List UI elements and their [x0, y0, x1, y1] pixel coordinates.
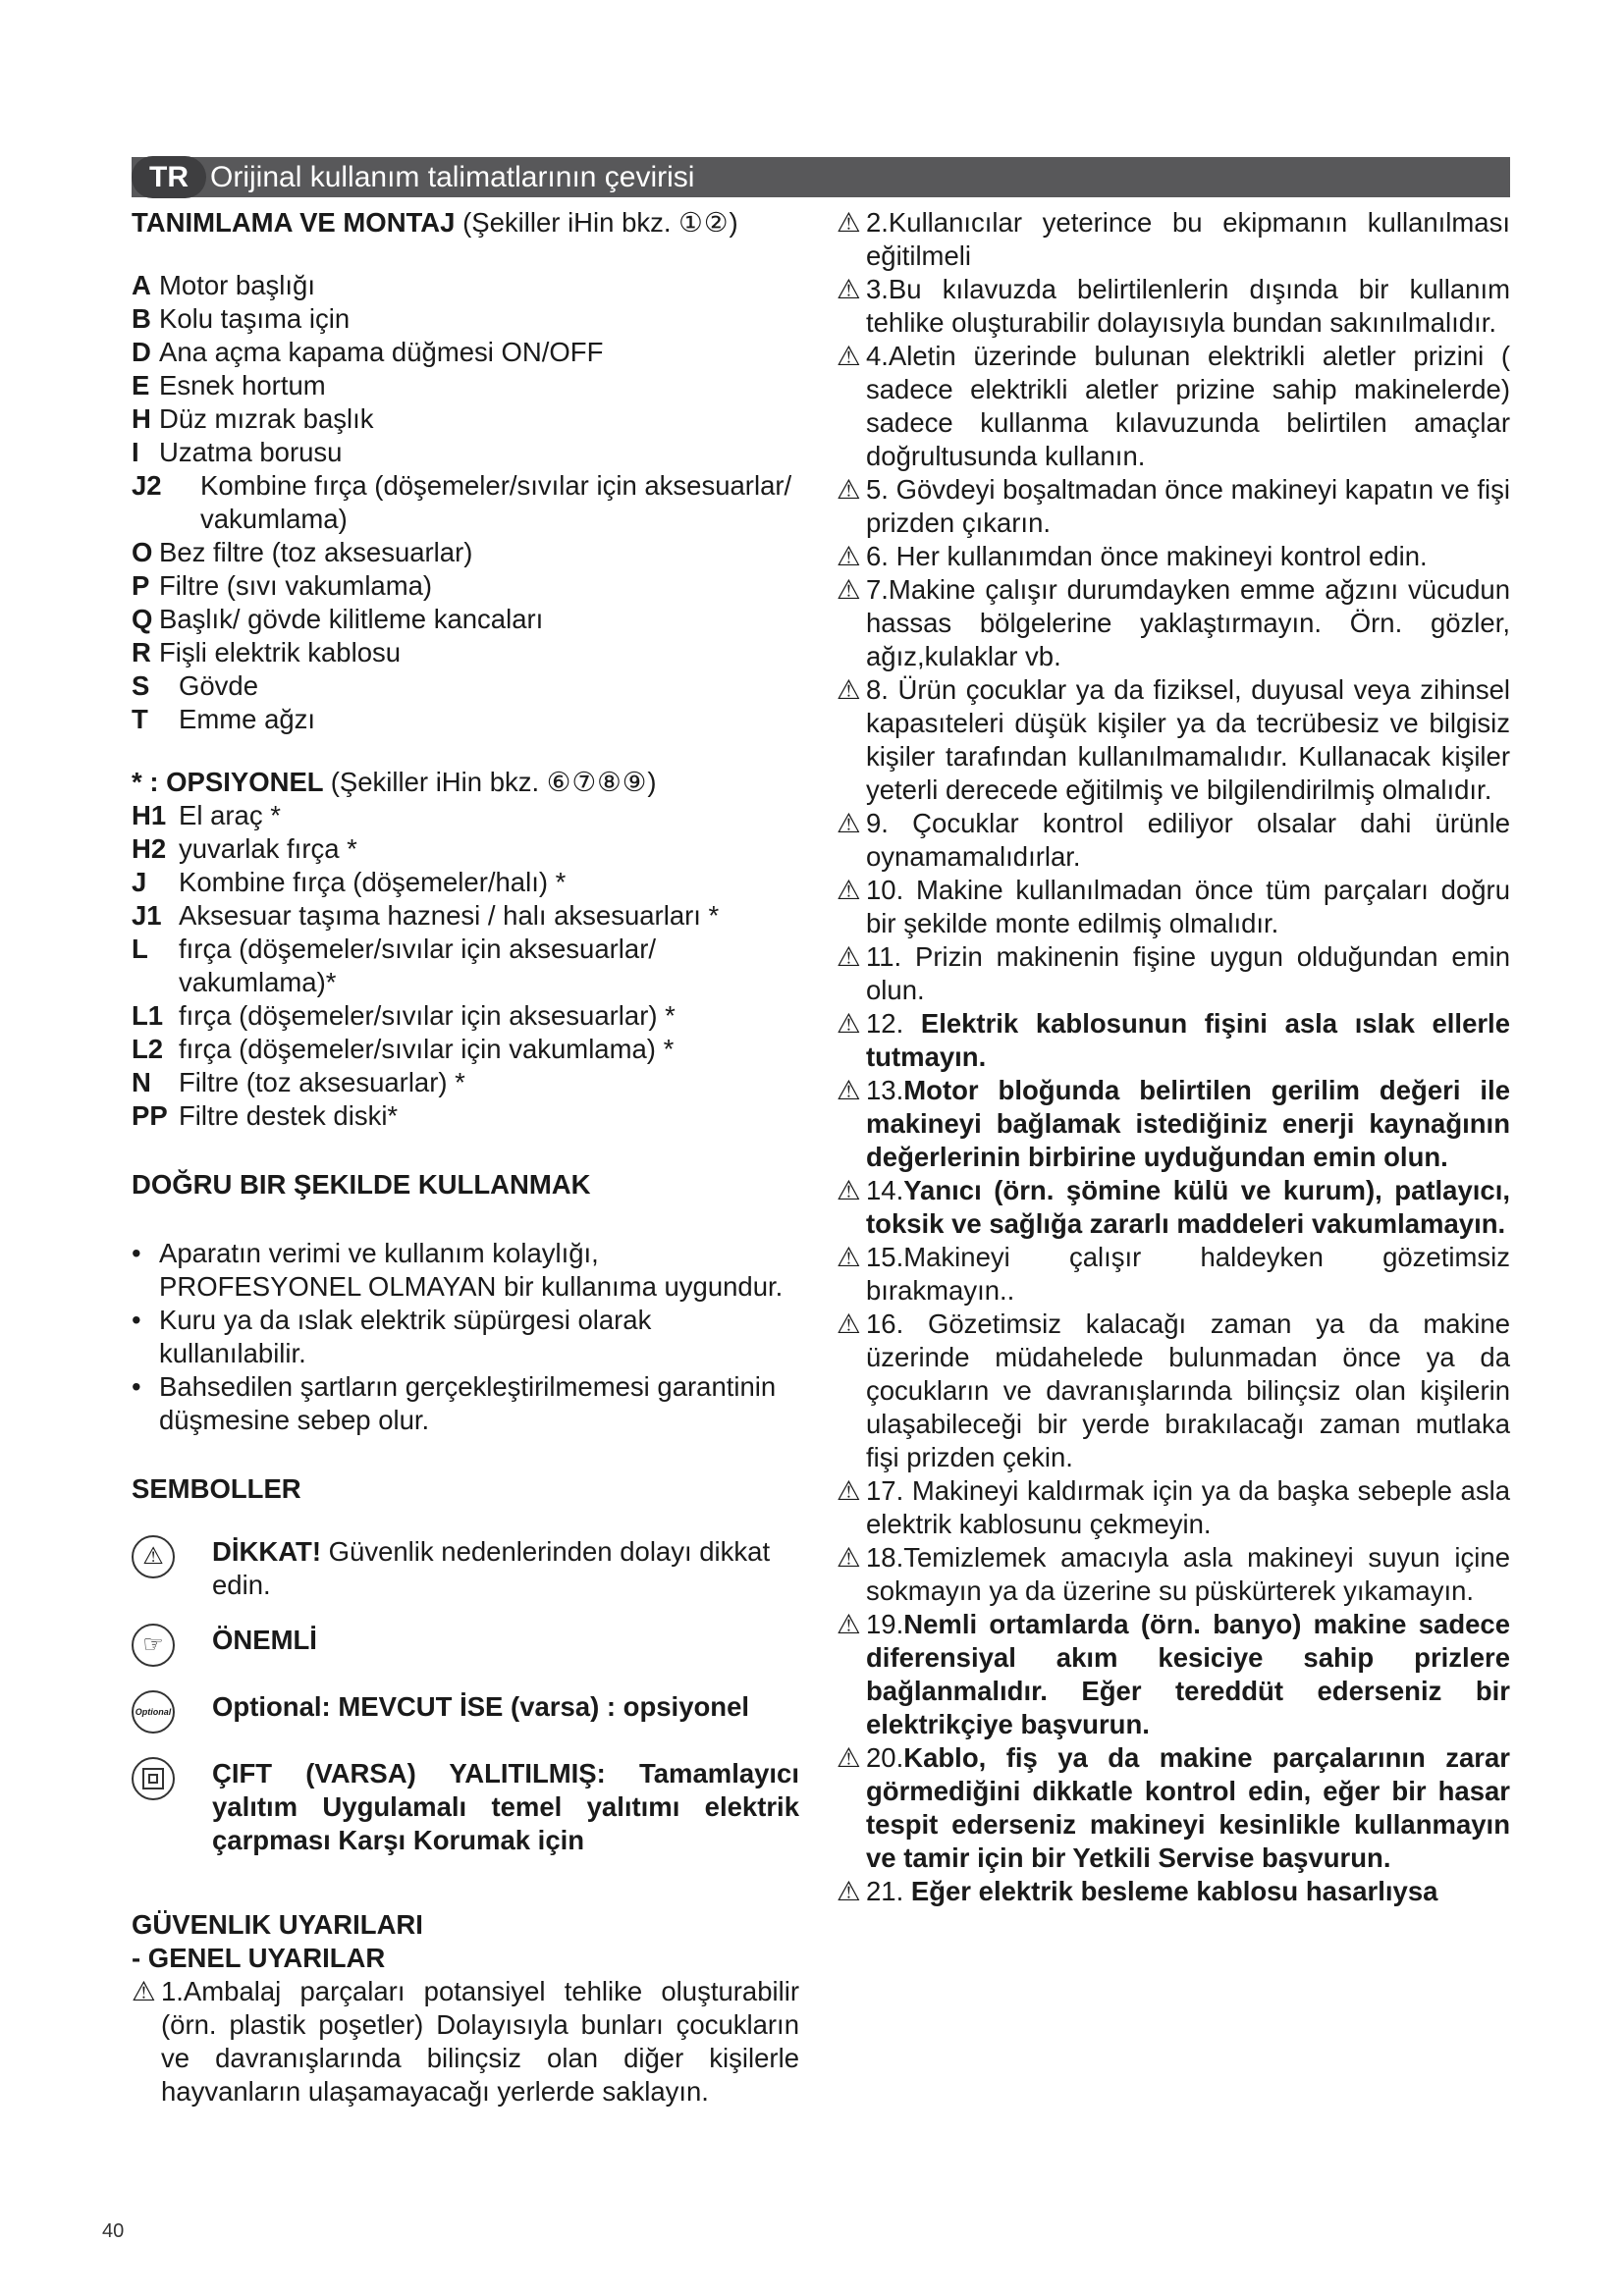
pointing-hand-icon: ☞: [132, 1624, 175, 1667]
identification-list: [132, 269, 799, 736]
warning-item: ⚠ 17. Makineyi kaldırmak için ya da başka sebeple asla elektrik kablosunu çekmeyin.: [837, 1475, 1510, 1539]
list-item: PP Filtre destek diski*: [132, 1100, 399, 1131]
symbol-row: ⚠ DİKKAT! Güvenlik nedenlerinden dolayı dikkat edin.: [132, 1535, 799, 1602]
list-item: • Kuru ya da ıslak elektrik süpürgesi olarak kullanılabilir.: [132, 1305, 652, 1368]
warning-item: ⚠ 14.Yanıcı (örn. şömine külü ve kurum), patlayıcı, toksik ve sağlığa zararlı maddeleri vakumlamayın.: [837, 1175, 1510, 1239]
warning-item: ⚠ 8. Ürün çocuklar ya da fiziksel, duyusal veya zihinsel kapasıteleri düşük kişiler ya da tecrübesiz ve bilgisiz kişiler tarafından kullanılmamalıdır. Kullanacak kişiler yeterli derecede eğitilmiş ve bilgilendirilmiş olmalıdır.: [837, 674, 1510, 805]
warning-icon: ⚠: [837, 941, 861, 972]
warning-item: ⚠ 9. Çocuklar kontrol ediliyor olsalar dahi ürünle oynamamalıdırlar.: [837, 808, 1510, 872]
warning-icon: ⚠: [837, 341, 861, 371]
double-insulation-icon: [132, 1757, 175, 1800]
warning-icon: ⚠: [837, 1742, 861, 1773]
warning-triangle-icon: ⚠: [132, 1535, 175, 1578]
optional-badge-icon: Optional: [132, 1690, 175, 1734]
warning-item: ⚠ 15.Makineyi çalışır haldeyken gözetimsiz bırakmayın..: [837, 1242, 1510, 1306]
list-item: • Bahsedilen şartların gerçekleştirilmemesi garantinin düşmesine sebep olur.: [132, 1371, 777, 1435]
list-item: I Uzatma borusu: [132, 437, 343, 467]
warning-icon: ⚠: [837, 1876, 861, 1906]
warning-item: ⚠ 1.Ambalaj parçaları potansiyel tehlike oluşturabilir (örn. plastik poşetler) Dolayısıyla bunları çocukların ve davranışlarında bilinçsiz olan diğer kişilerle hayvanların ulaşamayacağı yerlerde saklayın.: [132, 1976, 799, 2107]
optional-list: [132, 799, 799, 1133]
left-column: [132, 206, 799, 2109]
warning-item: ⚠ 2.Kullanıcılar yeterince bu ekipmanın kullanılması eğitilmeli: [837, 207, 1510, 271]
list-item: H Düz mızrak başlık: [132, 403, 374, 434]
right-column: [837, 206, 1510, 1908]
warning-item: ⚠ 10. Makine kullanılmadan önce tüm parçaları doğru bir şekilde monte edilmiş olmalıdır.: [837, 875, 1510, 938]
list-item: S Gövde: [132, 670, 259, 701]
warning-item: ⚠ 13.Motor bloğunda belirtilen gerilim değeri ile makineyi bağlamak istediğiniz enerji kaynağının değerlerinin birbirine uyduğundan emin olun.: [837, 1075, 1510, 1172]
list-item: N Filtre (toz aksesuarlar) *: [132, 1067, 465, 1097]
warning-icon: ⚠: [837, 875, 861, 905]
warning-icon: ⚠: [837, 574, 861, 605]
symbol-row: ☞ ÖNEMLİ: [132, 1624, 799, 1669]
identification-heading: TANIMLAMA VE MONTAJ (Şekiller iHin bkz. ①②): [132, 207, 739, 238]
warning-item: ⚠ 18.Temizlemek amacıyla asla makineyi suyun içine sokmayın ya da üzerine su püskürterek yıkamayın.: [837, 1542, 1510, 1606]
list-item: L2 fırça (döşemeler/sıvılar için vakumlama) *: [132, 1034, 675, 1064]
list-item: H2 yuvarlak fırça *: [132, 833, 357, 864]
language-badge: TR: [132, 156, 206, 198]
warning-icon: ⚠: [837, 1609, 861, 1639]
header-title: Orijinal kullanım talimatlarının çevirisi: [210, 161, 695, 193]
warning-icon: ⚠: [837, 1308, 861, 1339]
page-number: 40: [102, 2220, 125, 2242]
warning-item: ⚠ 6. Her kullanımdan önce makineyi kontrol edin.: [837, 541, 1428, 571]
symbols-heading: SEMBOLLER: [132, 1473, 301, 1504]
safety-heading: GÜVENLIK UYARILARI: [132, 1909, 423, 1940]
list-item: B Kolu taşıma için: [132, 303, 351, 334]
warning-icon: ⚠: [837, 1075, 861, 1105]
list-item: Q Başlık/ gövde kilitleme kancaları: [132, 604, 544, 634]
list-item: T Emme ağzı: [132, 704, 316, 734]
list-item: D Ana açma kapama düğmesi ON/OFF: [132, 337, 604, 367]
warning-item: ⚠ 11. Prizin makinenin fişine uygun olduğundan emin olun.: [837, 941, 1510, 1005]
list-item: L fırça (döşemeler/sıvılar için aksesuarlar/ vakumlama)*: [132, 934, 656, 997]
list-item: R Fişli elektrik kablosu: [132, 637, 402, 667]
list-item: J2 Kombine fırça (döşemeler/sıvılar için aksesuarlar/ vakumlama): [132, 470, 792, 534]
warning-icon: ⚠: [837, 1542, 861, 1573]
warning-icon: ⚠: [837, 808, 861, 838]
list-item: J Kombine fırça (döşemeler/halı) *: [132, 867, 567, 897]
symbol-row: Optional Optional: MEVCUT İSE (varsa) : opsiyonel: [132, 1690, 799, 1735]
list-item: P Filtre (sıvı vakumlama): [132, 570, 433, 601]
warning-item: ⚠ 3.Bu kılavuzda belirtilenlerin dışında bir kullanım tehlike oluşturabilir dolayısıyla bundan sakınılmalıdır.: [837, 274, 1510, 338]
warning-item: ⚠ 21. Eğer elektrik besleme kablosu hasarlıysa: [837, 1876, 1438, 1906]
warning-item: ⚠ 5. Gövdeyi boşaltmadan önce makineyi kapatın ve fişi prizden çıkarın.: [837, 474, 1510, 538]
warning-item: ⚠ 20.Kablo, fiş ya da makine parçalarının zarar görmediğini dikkatle kontrol edin, eğer bir hasar tespit ederseniz makineyi kesinlikle kullanmayın ve tamir için bir Yetkili Servise başvurun.: [837, 1742, 1510, 1873]
warning-icon: ⚠: [132, 1976, 156, 2006]
warning-item: ⚠ 12. Elektrik kablosunun fişini asla ıslak ellerle tutmayın.: [837, 1008, 1510, 1072]
warning-item: ⚠ 4.Aletin üzerinde bulunan elektrikli aletler prizini ( sadece elektrikli aletler prizine sahip makinelerde) sadece kullanma kılavuzunda belirtilen amaçlar doğrultusunda kullanın.: [837, 341, 1510, 471]
warning-icon: ⚠: [837, 474, 861, 505]
symbol-row: ÇIFT (VARSA) YALITILMIŞ: Tamamlayıcı yalıtım Uygulamalı temel yalıtımı elektrik çarpması Karşı Korumak için: [132, 1757, 799, 1857]
warning-icon: ⚠: [837, 1175, 861, 1205]
list-item: H1 El araç *: [132, 800, 281, 830]
warning-item: ⚠ 7.Makine çalışır durumdayken emme ağzını vücudun hassas bölgelerine yaklaştırmayın. Örn. gözler, ağız,kulaklar vb.: [837, 574, 1510, 671]
warning-item: ⚠ 16. Gözetimsiz kalacağı zaman ya da makine üzerinde müdahelede bulunmadan önce ya da çocukların ve davranışlarında bilinçsiz olan kişilerin ulaşabileceği bir yerde bırakılacağı zaman mutlaka fişi prizden çekin.: [837, 1308, 1510, 1472]
correct-use-heading: DOĞRU BIR ŞEKILDE KULLANMAK: [132, 1169, 591, 1200]
list-item: E Esnek hortum: [132, 370, 326, 400]
warning-icon: ⚠: [837, 1242, 861, 1272]
list-item: J1 Aksesuar taşıma haznesi / halı aksesuarları *: [132, 900, 720, 931]
correct-use-list: [132, 1237, 799, 1437]
warning-icon: ⚠: [837, 674, 861, 705]
header-bar: [132, 157, 1510, 197]
warning-icon: ⚠: [837, 1008, 861, 1039]
warning-icon: ⚠: [837, 274, 861, 304]
warning-icon: ⚠: [837, 541, 861, 571]
warning-icon: ⚠: [837, 207, 861, 238]
list-item: A Motor başlığı: [132, 270, 315, 300]
list-item: O Bez filtre (toz aksesuarlar): [132, 537, 473, 567]
list-item: L1 fırça (döşemeler/sıvılar için aksesuarlar) *: [132, 1000, 676, 1031]
optional-heading: * : OPSIYONEL (Şekiller iHin bkz. ⑥⑦⑧⑨): [132, 767, 658, 797]
warning-icon: ⚠: [837, 1475, 861, 1506]
warning-item: ⚠ 19.Nemli ortamlarda (örn. banyo) makine sadece diferensiyal akım kesiciye sahip prizlere bağlanmalıdır. Eğer tereddüt ederseniz bir elektrikçiye başvurun.: [837, 1609, 1510, 1739]
list-item: • Aparatın verimi ve kullanım kolaylığı, PROFESYONEL OLMAYAN bir kullanıma uygundur.: [132, 1238, 784, 1302]
safety-subheading: - GENEL UYARILAR: [132, 1943, 386, 1973]
